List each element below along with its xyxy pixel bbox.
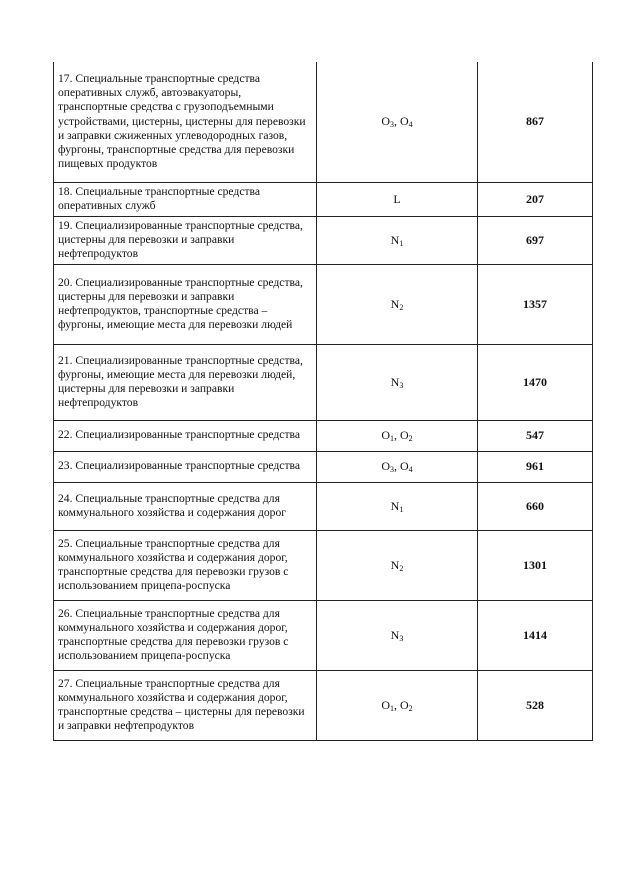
- row-category-code: [317, 482, 478, 530]
- code-separator: ,: [394, 114, 400, 129]
- row-value: 1470: [478, 344, 593, 420]
- row-category-code: [317, 62, 478, 182]
- row-value: 1414: [478, 600, 593, 670]
- code-letter: O: [400, 459, 409, 473]
- row-category-code: [317, 182, 478, 216]
- code-subscript: 3: [390, 465, 394, 474]
- row-value: 547: [478, 420, 593, 451]
- table-row: [54, 530, 593, 600]
- row-description: 18. Специальные транспортные средства оперативных служб: [54, 182, 317, 216]
- code-subscript: 1: [399, 238, 404, 248]
- row-category-code: [317, 670, 478, 740]
- code-subscript: 2: [399, 302, 404, 312]
- row-category-code: [317, 420, 478, 451]
- code-letter: N: [390, 296, 400, 311]
- table-row: [54, 182, 593, 216]
- code-letter: O: [381, 459, 390, 473]
- code-separator: ,: [394, 459, 400, 473]
- code-subscript: 1: [390, 703, 394, 713]
- row-description: 26. Специальные транспортные средства для коммунального хозяйства и содержания дорог, транспортные средства для перевозки грузов с использованием прицепа-роспуска: [54, 600, 317, 670]
- row-value: 1301: [478, 530, 593, 600]
- row-value: 961: [478, 451, 593, 482]
- table-row: [54, 600, 593, 670]
- row-value: 207: [478, 182, 593, 216]
- row-description: 27. Специальные транспортные средства для коммунального хозяйства и содержания дорог, транспортные средства – цистерны для перевозки и заправки нефтепродуктов: [54, 670, 317, 740]
- vehicle-category-table: [53, 62, 593, 741]
- code-letter: N: [390, 557, 400, 572]
- code-letter: N: [390, 232, 400, 247]
- code-letter: O: [381, 114, 390, 129]
- row-description: 24. Специальные транспортные средства для коммунального хозяйства и содержания дорог: [54, 482, 317, 530]
- row-category-code: [317, 451, 478, 482]
- code-subscript: 3: [390, 120, 394, 130]
- code-letter: O: [381, 697, 390, 712]
- row-description: 19. Специализированные транспортные средства, цистерны для перевозки и заправки нефтепродуктов: [54, 216, 317, 264]
- row-category-code: [317, 264, 478, 344]
- row-description: 23. Специализированные транспортные средства: [54, 451, 317, 482]
- code-subscript: 2: [399, 563, 404, 573]
- code-subscript: 1: [390, 434, 394, 443]
- code-letter: N: [390, 498, 400, 513]
- row-category-code: [317, 216, 478, 264]
- code-letter: O: [400, 114, 409, 129]
- row-value: 1357: [478, 264, 593, 344]
- code-letter: L: [393, 191, 401, 206]
- table-row: [54, 670, 593, 740]
- row-description: 17. Специальные транспортные средства оперативных служб, автоэвакуаторы, транспортные средства с грузоподъемными устройствами, цистерны, цистерны для перевозки и заправки сжиженных углеводородных газов, фургоны, транспортные средства для перевозки пищевых продуктов: [54, 62, 317, 182]
- row-category-code: [317, 600, 478, 670]
- code-separator: ,: [394, 428, 400, 442]
- code-subscript: 2: [408, 703, 413, 713]
- code-letter: N: [390, 627, 400, 642]
- row-value: 660: [478, 482, 593, 530]
- row-category-code: [317, 344, 478, 420]
- code-subscript: 4: [408, 120, 413, 130]
- table-row: [54, 216, 593, 264]
- table-row: [54, 482, 593, 530]
- table-row: [54, 420, 593, 451]
- code-subscript: 1: [399, 504, 404, 514]
- code-letter: N: [390, 374, 400, 389]
- code-letter: O: [400, 428, 409, 442]
- code-letter: O: [400, 697, 409, 712]
- row-value: 528: [478, 670, 593, 740]
- row-description: 22. Специализированные транспортные средства: [54, 420, 317, 451]
- row-description: 20. Специализированные транспортные средства, цистерны для перевозки и заправки нефтепродуктов, транспортные средства – фургоны, имеющие места для перевозки людей: [54, 264, 317, 344]
- row-value: 867: [478, 62, 593, 182]
- code-subscript: 3: [399, 633, 404, 643]
- code-subscript: 3: [399, 380, 404, 390]
- table-row: [54, 264, 593, 344]
- code-separator: ,: [394, 697, 400, 712]
- table-row: [54, 344, 593, 420]
- row-description: 25. Специальные транспортные средства для коммунального хозяйства и содержания дорог, транспортные средства для перевозки грузов с использованием прицепа-роспуска: [54, 530, 317, 600]
- code-subscript: 4: [408, 465, 413, 474]
- table-row: [54, 62, 593, 182]
- row-category-code: [317, 530, 478, 600]
- row-description: 21. Специализированные транспортные средства, фургоны, имеющие места для перевозки людей, цистерны для перевозки и заправки нефтепродуктов: [54, 344, 317, 420]
- code-subscript: 2: [408, 434, 413, 443]
- row-value: 697: [478, 216, 593, 264]
- table-body: [54, 62, 593, 740]
- table-row: [54, 451, 593, 482]
- code-letter: O: [381, 428, 390, 442]
